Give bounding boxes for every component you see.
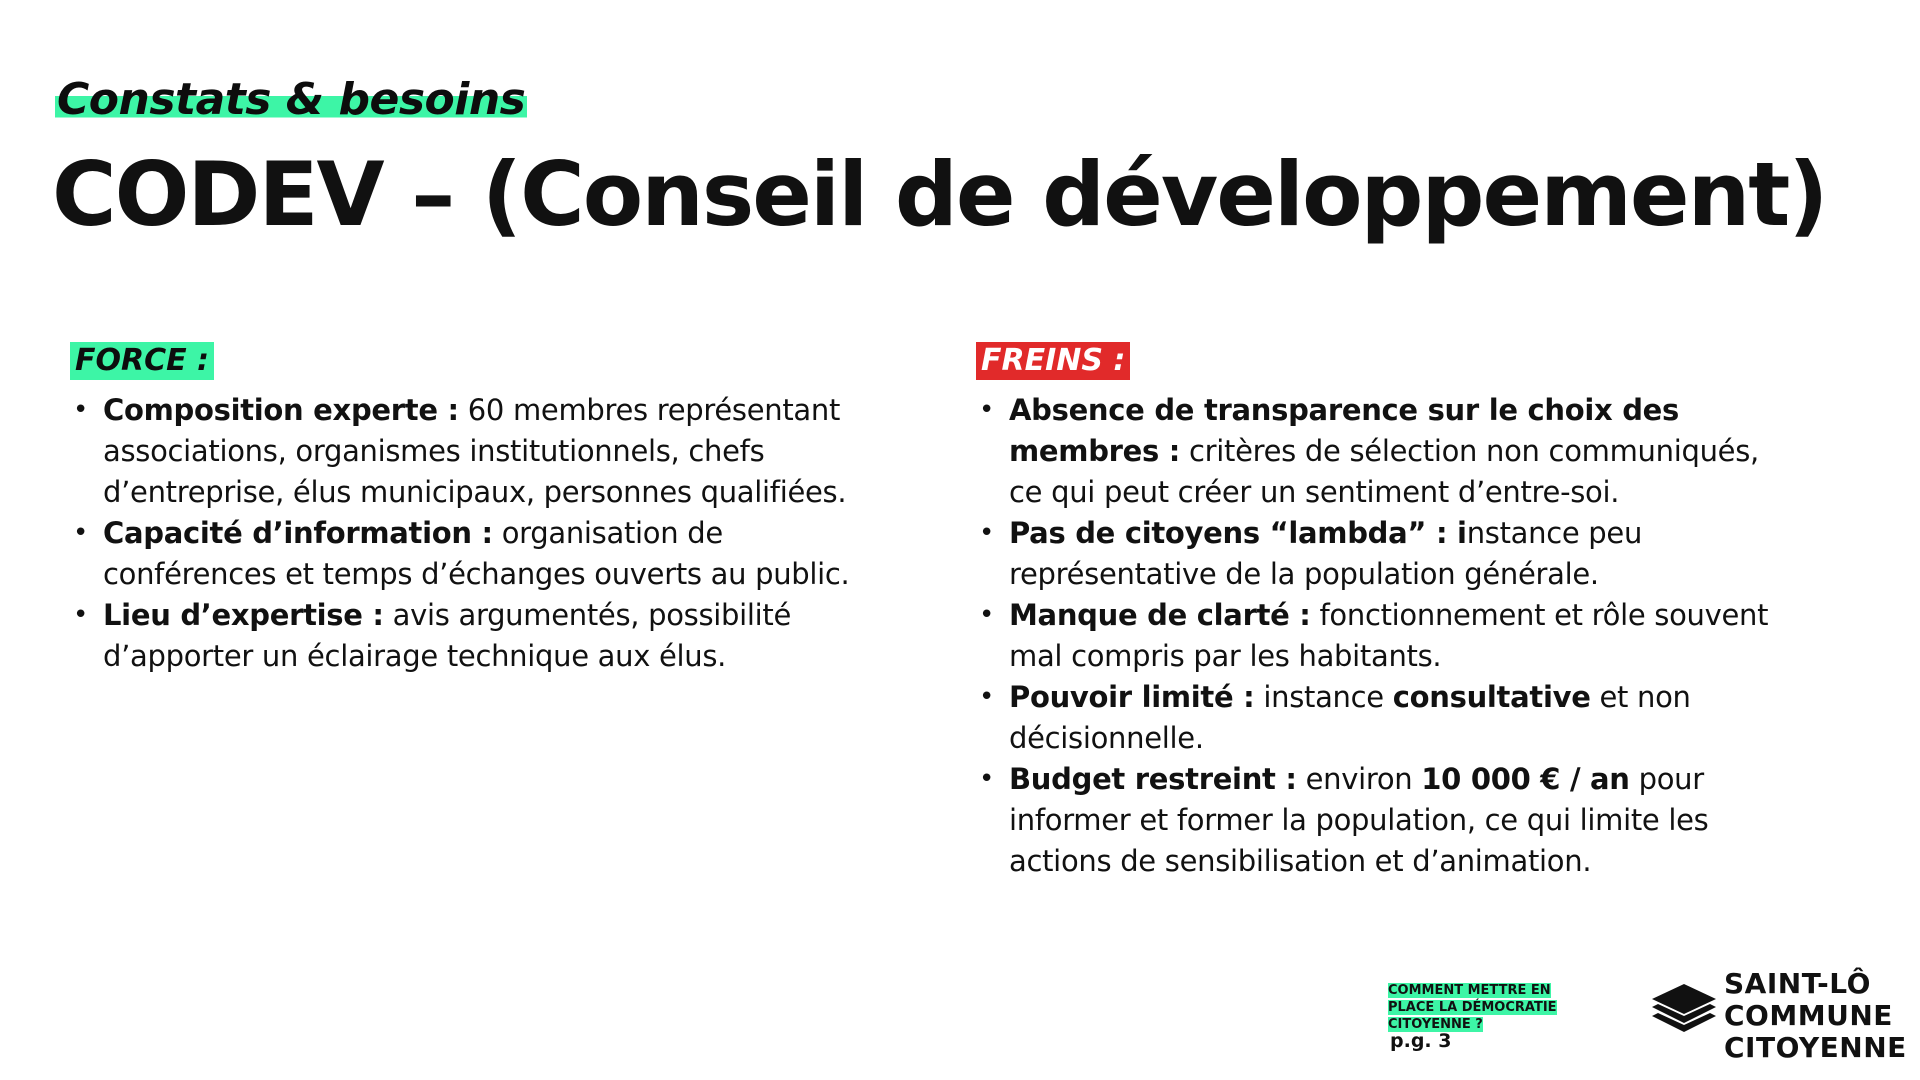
item-text: pour informer et former la population, ce qui limite les actions de sensibilisation et d’animation.: [1009, 762, 1709, 878]
item-emphasis: consultative: [1392, 680, 1591, 714]
force-list: [70, 390, 900, 677]
item-text: environ: [1296, 762, 1422, 796]
item-heading: Lieu d’expertise :: [103, 598, 384, 632]
item-heading: Manque de clarté :: [1009, 598, 1311, 632]
item-heading: Composition experte :: [103, 393, 459, 427]
brand-line: CITOYENNE: [1724, 1031, 1907, 1064]
item-emphasis: 10 000 € / an: [1421, 762, 1630, 796]
force-column: [70, 342, 900, 677]
item-text: organisation de conférences et temps d’échanges ouverts au public.: [103, 516, 850, 591]
list-item: [103, 513, 900, 595]
item-text: nstance peu représentative de la population générale.: [1009, 516, 1643, 591]
list-item: [103, 390, 900, 513]
page-number: p.g. 3: [1390, 1030, 1452, 1052]
item-heading: Absence de transparence sur le choix des membres :: [1009, 393, 1679, 468]
item-heading: Pouvoir limité :: [1009, 680, 1255, 714]
item-heading: Budget restreint :: [1009, 762, 1297, 796]
slide-kicker: Constats & besoins: [57, 74, 526, 125]
brand-line: COMMUNE: [1724, 999, 1893, 1032]
brand-name: [1724, 968, 1907, 1064]
item-heading: Pas de citoyens “lambda” : i: [1009, 516, 1467, 550]
freins-label: FREINS :: [976, 342, 1130, 380]
freins-list: [976, 390, 1796, 882]
slide-title: CODEV – (Conseil de développement): [52, 143, 1827, 246]
list-item: [103, 595, 900, 677]
item-text: instance: [1254, 680, 1393, 714]
list-item: [1009, 759, 1796, 882]
list-item: [1009, 390, 1796, 513]
brand-line: SAINT-LÔ: [1724, 967, 1871, 1000]
stacked-layers-icon: [1644, 968, 1724, 1048]
list-item: [1009, 677, 1796, 759]
item-text: 60 membres représentant associations, organismes institutionnels, chefs d’entreprise, élus municipaux, personnes qualifiées.: [103, 393, 847, 509]
list-item: [1009, 595, 1796, 677]
item-text: critères de sélection non communiqués, ce qui peut créer un sentiment d’entre-soi.: [1009, 434, 1759, 509]
list-item: [1009, 513, 1796, 595]
tagline-text: COMMENT METTRE EN PLACE LA DÉMOCRATIE CITOYENNE ?: [1388, 983, 1557, 1032]
item-text: et non décisionnelle.: [1009, 680, 1691, 755]
freins-column: [976, 342, 1796, 882]
item-text: fonctionnement et rôle souvent mal compris par les habitants.: [1009, 598, 1769, 673]
force-label: FORCE :: [70, 342, 214, 380]
footer-tagline: [1388, 982, 1588, 1033]
item-heading: Capacité d’information :: [103, 516, 493, 550]
item-text: avis argumentés, possibilité d’apporter un éclairage technique aux élus.: [103, 598, 792, 673]
